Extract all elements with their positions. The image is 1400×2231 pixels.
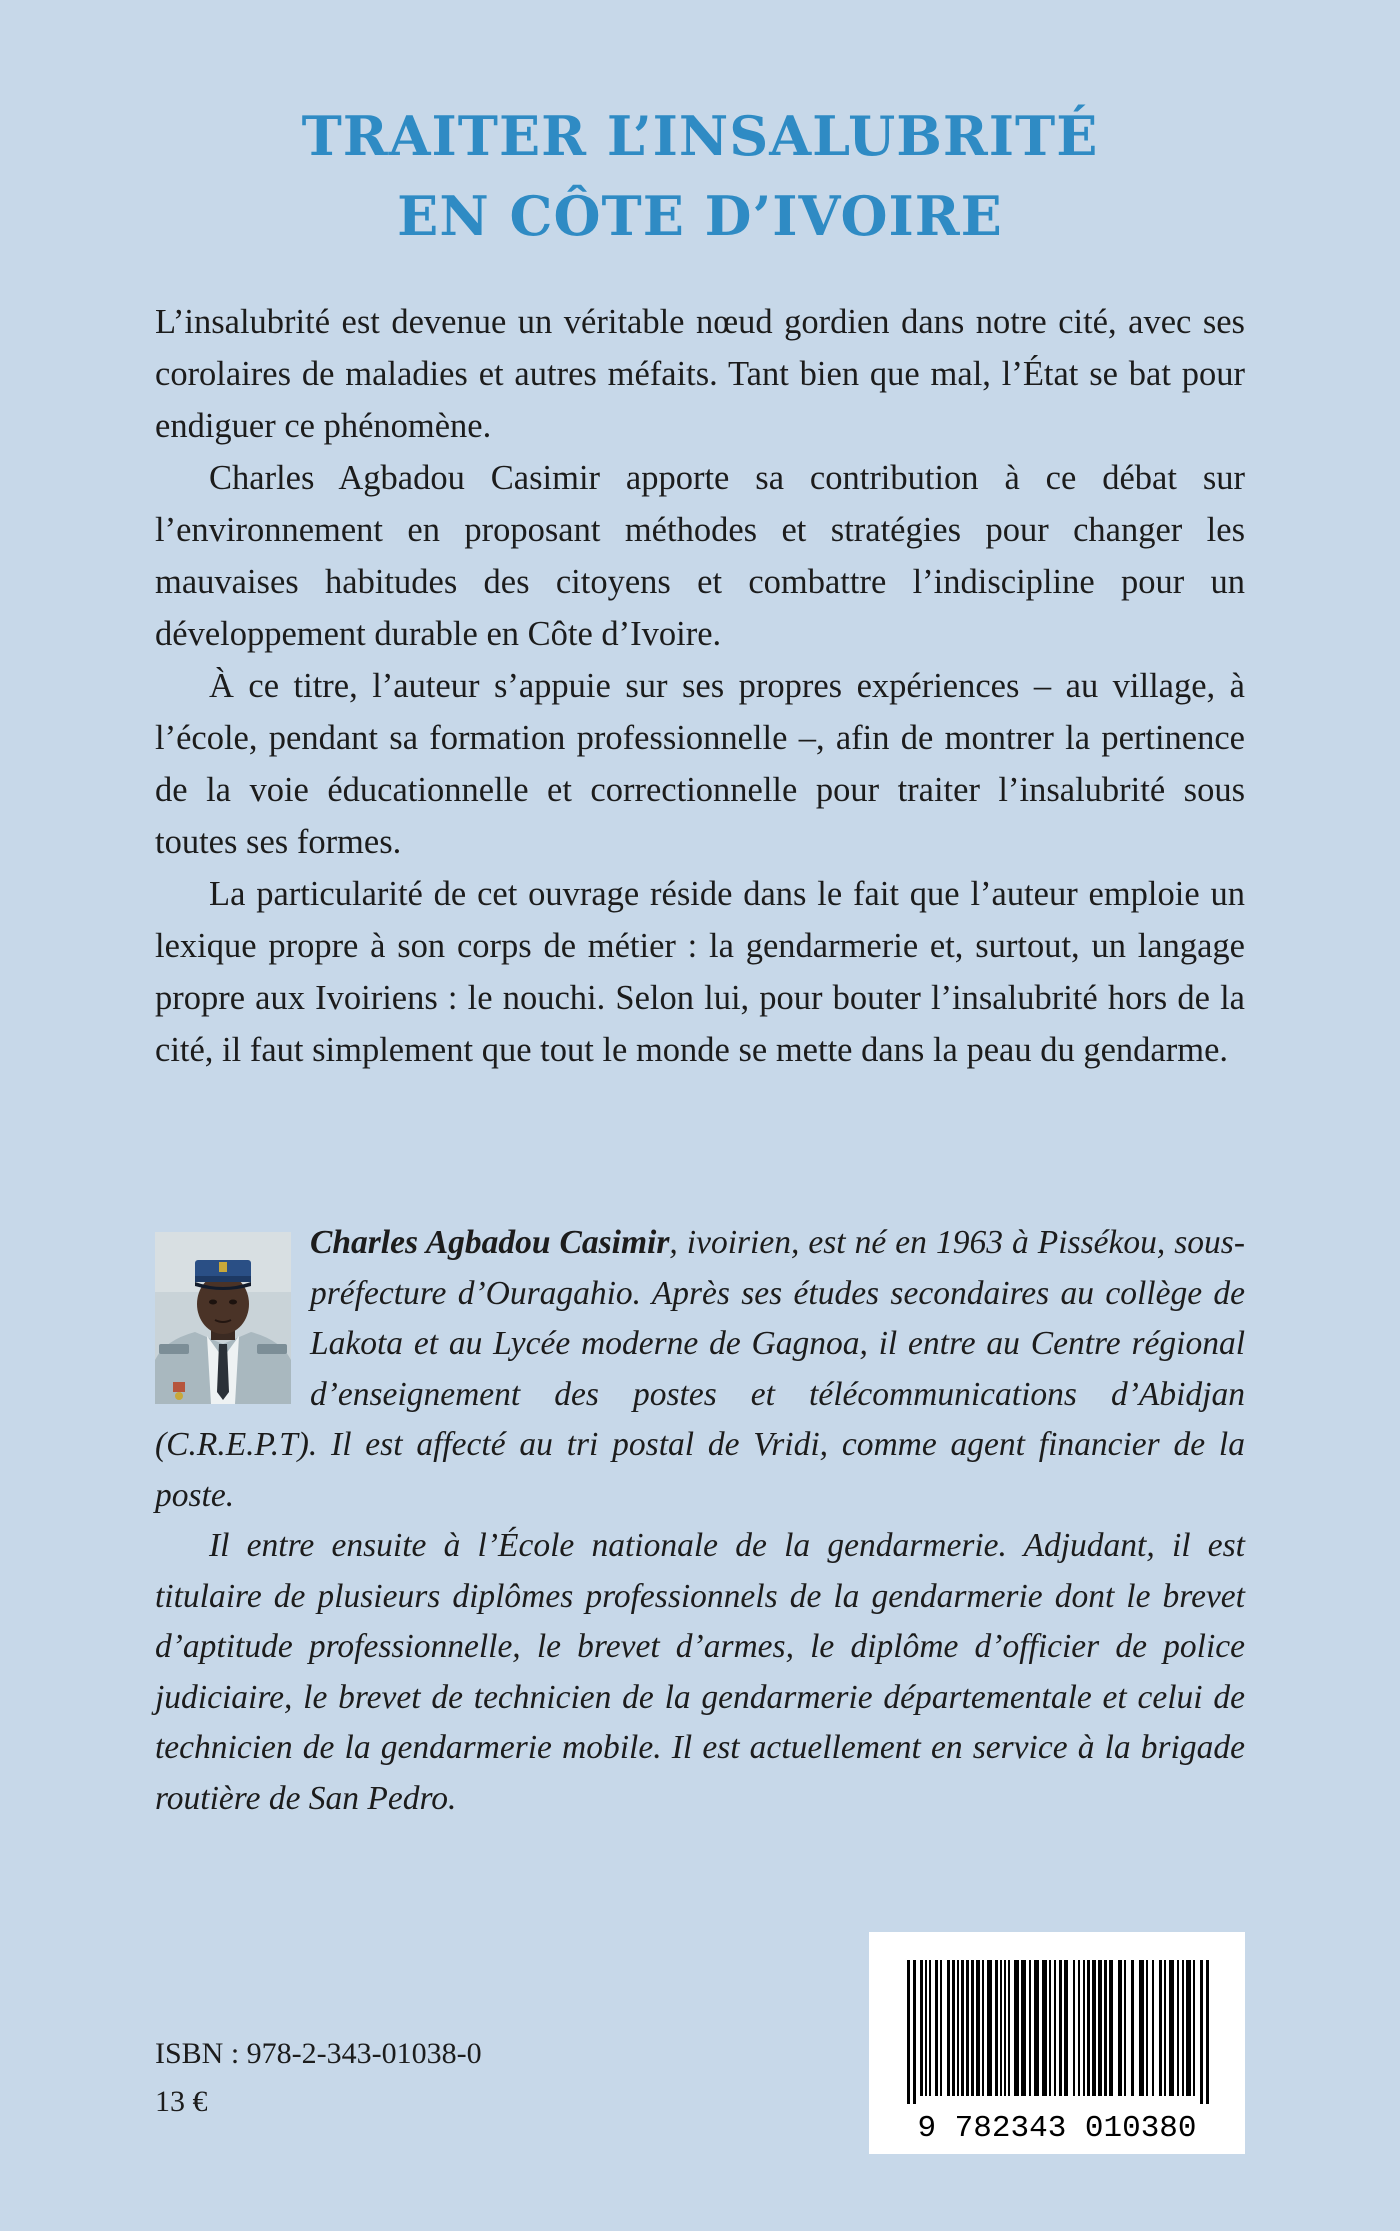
barcode-bar: [1177, 1960, 1179, 2096]
blurb-paragraph-4: La particularité de cet ouvrage réside dans le fait que l’auteur emploie un lexique propre à son corps de métier : la gendarmerie et, surtout, un langage propre aux Ivoiriens : le nouchi. Selon lui, pour bouter l’insalubrité hors de la cité, il faut simplement que tout le monde se mette dans la peau du gendarme.: [155, 875, 1245, 1069]
barcode-bar: [929, 1960, 931, 2096]
barcode-bar: [1064, 1960, 1068, 2096]
barcode-bar: [966, 1960, 969, 2096]
bio-paragraph-1-text: , ivoirien, est né en 1963 à Pissékou, sous-préfecture d’Ouragahio. Après ses études secondaires au collège de Lakota et au Lycée moderne de Gagnoa, il entre au Centre régional d’enseignement des postes et télécommunications d’Abidjan (C.R.E.P.T). Il est affecté au tri postal de Vridi, comme agent financier de la poste.: [155, 1224, 1245, 1514]
barcode-bar: [957, 1960, 959, 2096]
barcode-bar: [925, 1960, 927, 2096]
book-title-line-2: EN CÔTE D’IVOIRE: [397, 184, 1003, 248]
barcode-bar: [1193, 1960, 1195, 2096]
photo-spacer: [155, 1218, 310, 1420]
barcode-bar: [1098, 1960, 1102, 2096]
barcode-bar: [982, 1960, 984, 2096]
barcode-bar: [1042, 1960, 1047, 2096]
book-title: [0, 96, 1400, 256]
barcode-bar: [1014, 1960, 1019, 2096]
barcode-bar: [1104, 1960, 1107, 2096]
barcode-bar: [1034, 1960, 1039, 2096]
barcode-bar: [935, 1960, 938, 2096]
barcode-bar: [971, 1960, 974, 2096]
price-text: 13 €: [155, 2085, 208, 2118]
blurb-paragraph-2: Charles Agbadou Casimir apporte sa contribution à ce débat sur l’environnement en proposant méthodes et stratégies pour changer les mauvaises habitudes des citoyens et combattre l’indiscipline pour un développement durable en Côte d’Ivoire.: [155, 459, 1245, 653]
barcode-bar: [952, 1960, 955, 2096]
barcode-bar: [1059, 1960, 1062, 2096]
barcode-bar: [1083, 1960, 1085, 2096]
barcode-bar: [913, 1960, 916, 2104]
barcode-bar: [987, 1960, 992, 2096]
barcode-bar: [995, 1960, 998, 2096]
barcode-number: 9 782343 010380: [917, 2111, 1197, 2146]
barcode-bar: [1131, 1960, 1134, 2096]
bio-paragraph-1: [155, 1218, 1245, 1521]
author-biography: [155, 1218, 1245, 1824]
barcode-bar: [1078, 1960, 1080, 2096]
barcode-bar: [1000, 1960, 1002, 2096]
barcode-bar: [1169, 1960, 1174, 2096]
barcode-bar: [1029, 1960, 1031, 2096]
barcode-bar: [1159, 1960, 1162, 2096]
barcode-bar: [1004, 1960, 1006, 2096]
barcode-bar: [1118, 1960, 1122, 2096]
isbn-text: ISBN : 978-2-343-01038-0: [155, 2037, 482, 2070]
barcode-bar: [1087, 1960, 1090, 2096]
barcode-bar: [920, 1960, 923, 2096]
barcode-bar: [907, 1960, 910, 2104]
barcode-bar: [1092, 1960, 1096, 2096]
barcode-bar: [1146, 1960, 1148, 2096]
book-title-line-1: TRAITER L’INSALUBRITÉ: [301, 104, 1099, 168]
barcode-bar: [1200, 1960, 1203, 2104]
blurb-paragraph-3: À ce titre, l’auteur s’appuie sur ses propres expériences – au village, à l’école, pendant sa formation professionnelle –, afin de montrer la pertinence de la voie éducationnelle et correctionnelle pour traiter l’insalubrité sous toutes ses formes.: [155, 667, 1245, 861]
barcode-bar: [1109, 1960, 1113, 2096]
blurb-paragraph-1: L’insalubrité est devenue un véritable nœud gordien dans notre cité, avec ses corolaires de maladies et autres méfaits. Tant bien que mal, l’État se bat pour endiguer ce phénomène.: [155, 303, 1245, 445]
barcode-bar: [940, 1960, 942, 2096]
barcode-bar: [1073, 1960, 1075, 2096]
barcode-bar: [1186, 1960, 1191, 2096]
barcode-bar: [1164, 1960, 1166, 2096]
barcode-bar: [947, 1960, 950, 2096]
barcode-bar: [976, 1960, 980, 2096]
barcode-bar: [1049, 1960, 1051, 2096]
bio-paragraph-2: Il entre ensuite à l’École nationale de la gendarmerie. Adjudant, il est titulaire de plusieurs diplômes professionnels de la gendarmerie dont le brevet d’aptitude professionnelle, le brevet d’armes, le diplôme d’officier de police judiciaire, le brevet de technicien de la gendarmerie départementale et celui de technicien de la gendarmerie mobile. Il est actuellement en service à la brigade routière de San Pedro.: [155, 1527, 1245, 1817]
barcode-bar: [1124, 1960, 1126, 2096]
book-blurb: [155, 296, 1245, 1076]
barcode-bar: [1206, 1960, 1209, 2104]
barcode-bar: [961, 1960, 964, 2096]
barcode-bar: [1182, 1960, 1184, 2096]
barcode-bar: [1021, 1960, 1026, 2096]
barcode-bars: [907, 1960, 1209, 2104]
barcode-bar: [1139, 1960, 1144, 2096]
barcode-graphic: [869, 1932, 1245, 2154]
barcode-bar: [1008, 1960, 1010, 2096]
author-name: Charles Agbadou Casimir: [310, 1224, 670, 1261]
barcode: [869, 1932, 1245, 2154]
barcode-bar: [1152, 1960, 1154, 2096]
barcode-bar: [1054, 1960, 1056, 2096]
